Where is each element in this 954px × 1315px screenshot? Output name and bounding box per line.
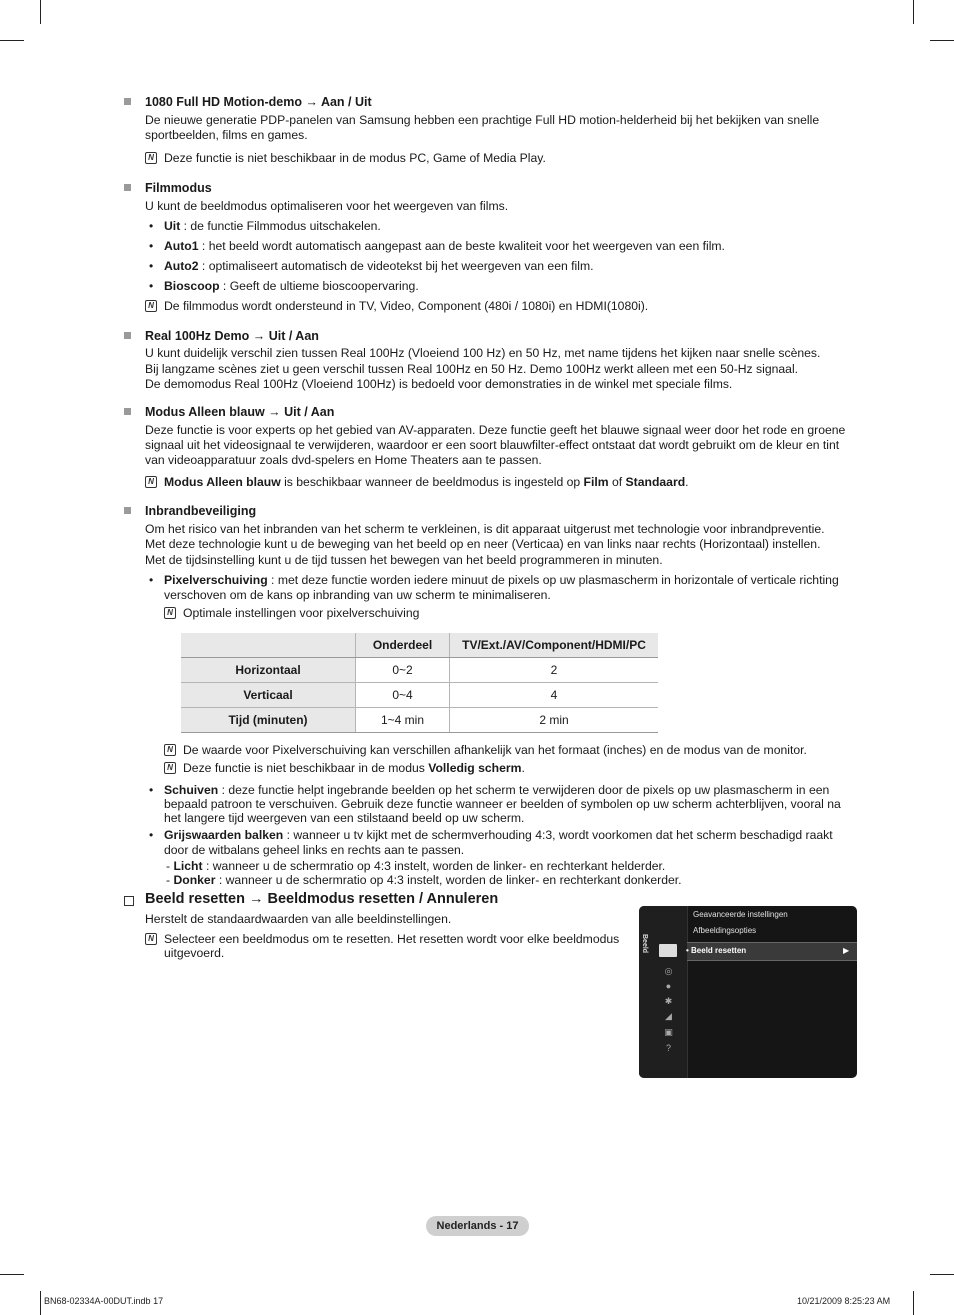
term: Licht — [173, 859, 203, 873]
desc: of — [608, 475, 626, 489]
page-number-badge: Nederlands - 17 — [426, 1216, 529, 1236]
table-row — [181, 658, 658, 683]
table-cell: Verticaal — [181, 683, 356, 708]
tv-menu-item-selected[interactable] — [686, 946, 746, 955]
title-part: Beeld resetten — [145, 891, 245, 907]
desc: : deze functie helpt ingebrande beelden op het scherm te verwijderen door de pixels op uw plasmascherm in een — [218, 783, 830, 797]
note-text: De waarde voor Pixelverschuiving kan verschillen afhankelijk van het formaat (inches) en de modus van de monitor. — [183, 743, 807, 757]
table-cell: 4 — [450, 683, 659, 708]
arrow-icon: → — [248, 891, 264, 907]
table-header-cell — [181, 633, 356, 658]
desc: Deze functie is niet beschikbaar in de modus — [183, 761, 429, 775]
term: Auto1 — [164, 239, 199, 253]
crop-mark — [930, 1274, 954, 1275]
list-item-cont: verschoven om de kans op inbranding van uw scherm te minimaliseren. — [164, 588, 551, 602]
note-text — [183, 761, 525, 777]
term: Schuiven — [164, 783, 219, 797]
note-icon: N — [164, 762, 176, 774]
note-icon: N — [145, 933, 157, 945]
print-datetime: 10/21/2009 8:25:23 AM — [797, 1296, 891, 1306]
arrow-icon: → — [268, 405, 281, 419]
term: Grijswaarden balken — [164, 828, 284, 842]
tv-menu-item[interactable]: Geavanceerde instellingen — [693, 910, 788, 919]
title-part: Modus Alleen blauw — [145, 405, 265, 419]
desc: is beschikbaar wanneer de beeldmodus is ingesteld op — [280, 475, 584, 489]
section-bullet-icon — [124, 98, 131, 105]
section-title: Inbrandbeveiliging — [145, 504, 257, 518]
channel-icon: ● — [665, 981, 672, 991]
bullet-dot: • — [149, 783, 154, 797]
input-icon: ◢ — [665, 1011, 672, 1021]
note-text: uitgevoerd. — [164, 946, 225, 960]
desc: : wanneer u de schermratio op 4:3 instelt, worden de linker- en rechterkant donkerder. — [215, 873, 682, 887]
paragraph: signaal uit het videosignaal te verwijderen, waardoor er een soort blauwfilter-effect ontstaat dat wordt gebruikt om de kleur en tint — [145, 438, 840, 452]
note-icon: N — [164, 744, 176, 756]
section-title — [145, 329, 319, 343]
chevron-right-icon: ▶ — [843, 946, 850, 955]
list-item — [164, 219, 381, 235]
table-cell: Tijd (minuten) — [181, 708, 356, 733]
desc: : optimaliseert automatisch de videotekst bij het weergeven van een film. — [198, 259, 594, 273]
table-cell: 0~4 — [356, 683, 450, 708]
term: Pixelverschuiving — [164, 573, 268, 587]
list-item — [164, 239, 725, 255]
arrow-icon: → — [252, 329, 266, 343]
note-text: Selecteer een beeldmodus om te resetten. Het resetten wordt voor elke beeldmodus — [164, 932, 620, 946]
list-item — [164, 828, 833, 844]
pixel-shift-table — [181, 633, 658, 733]
paragraph: De demomodus Real 100Hz (Vloeiend 100Hz) is bedoeld voor demonstraties in de winkel met speciale films. — [145, 377, 733, 391]
table-header-row — [181, 633, 658, 658]
desc: : wanneer u de schermratio op 4:3 instelt, worden de linker- en rechterkant helderder. — [202, 859, 666, 873]
crop-mark — [0, 40, 24, 41]
dash-item: - Licht : wanneer u de schermratio op 4:3 instelt, worden de linker- en rechterkant helderder. — [166, 859, 666, 873]
note-text: Deze functie is niet beschikbaar in de modus PC, Game of Media Play. — [164, 151, 546, 165]
term: Volledig scherm — [428, 761, 522, 775]
note-text: De filmmodus wordt ondersteund in TV, Video, Component (480i / 1080i) en HDMI(1080i). — [164, 299, 649, 313]
title-part: Uit / Aan — [268, 329, 319, 343]
crop-mark — [40, 1291, 41, 1315]
paragraph: De nieuwe generatie PDP-panelen van Samsung hebben een prachtige Full HD motion-helderheid bij het bekijken van snelle — [145, 113, 820, 127]
crop-mark — [0, 1274, 24, 1275]
title-part: Uit / Aan — [284, 405, 335, 419]
paragraph: U kunt duidelijk verschil zien tussen Real 100Hz (Vloeiend 100 Hz) en 50 Hz, met name tijdens het kijken naar snelle scènes. — [145, 346, 821, 360]
list-item-cont: door de witbalans geheel links en rechts aan te passen. — [164, 843, 465, 857]
list-item-cont: het langere tijd weergeven van een stilstaand beeld op uw scherm. — [164, 811, 525, 825]
section-bullet-icon — [124, 332, 131, 339]
table-header-cell: Onderdeel — [356, 633, 450, 658]
crop-mark — [40, 0, 41, 24]
list-item — [164, 279, 419, 295]
desc: : de functie Filmmodus uitschakelen. — [180, 219, 381, 233]
section-checkbox-icon — [124, 896, 134, 906]
dash-item: - Donker : wanneer u de schermratio op 4:3 instelt, worden de linker- en rechterkant donkerder. — [166, 873, 682, 887]
bullet-dot: • — [149, 259, 154, 273]
bullet-dot: • — [149, 573, 154, 587]
table-cell: Horizontaal — [181, 658, 356, 683]
crop-mark — [913, 0, 914, 24]
bullet-dot: • — [149, 239, 154, 253]
desc: : met deze functie worden iedere minuut de pixels op uw plasmascherm in horizontale of verticale richting — [267, 573, 839, 587]
tv-menu-item-label: Beeld resetten — [691, 946, 747, 955]
table-cell: 0~2 — [356, 658, 450, 683]
picture-icon — [659, 944, 677, 957]
tv-menu-sidebar — [639, 906, 688, 1078]
term: Bioscoop — [164, 279, 220, 293]
bullet-dot: • — [149, 279, 154, 293]
title-part: 1080 Full HD Motion-demo — [145, 95, 302, 109]
desc: . — [685, 475, 689, 489]
section-bullet-icon — [124, 408, 131, 415]
table-cell: 2 — [450, 658, 659, 683]
tv-menu-side-label: Beeld — [641, 934, 648, 954]
tv-menu-screenshot — [639, 906, 857, 1078]
paragraph: Met de tijdsinstelling kunt u de tijd tussen het bewegen van het beeld programmeren in minuten. — [145, 553, 663, 567]
table-header-cell: TV/Ext./AV/Component/HDMI/PC — [450, 633, 659, 658]
setup-icon: ✱ — [664, 996, 673, 1006]
bullet-dot: • — [686, 946, 692, 955]
crop-mark — [930, 40, 954, 41]
section-title — [145, 95, 372, 109]
title-part: Real 100Hz Demo — [145, 329, 250, 343]
note-icon: N — [145, 152, 157, 164]
term: Donker — [173, 873, 216, 887]
table-cell: 1~4 min — [356, 708, 450, 733]
note-text: Optimale instellingen voor pixelverschuiving — [183, 606, 420, 620]
note-text — [164, 475, 689, 491]
tv-menu-item[interactable]: Afbeeldingsopties — [693, 926, 757, 935]
desc: : Geeft de ultieme bioscoopervaring. — [219, 279, 419, 293]
paragraph: sportbeelden, films en games. — [145, 128, 308, 142]
list-item — [164, 573, 839, 589]
note-icon: N — [145, 476, 157, 488]
table-cell: 2 min — [450, 708, 659, 733]
term: Standaard — [625, 475, 686, 489]
paragraph: Deze functie is voor experts op het gebied van AV-apparaten. Deze functie geeft het blauwe signaal weer door het rode en groene — [145, 423, 846, 437]
section-bullet-icon — [124, 507, 131, 514]
table-row — [181, 708, 658, 733]
paragraph: Herstelt de standaardwaarden van alle beeldinstellingen. — [145, 912, 452, 926]
crop-mark — [913, 1291, 914, 1315]
paragraph: Met deze technologie kunt u de beweging van het beeld op en neer (Verticaa) en van links naar rechts (Horizontaal) instellen. — [145, 537, 821, 551]
term: Auto2 — [164, 259, 199, 273]
desc: : wanneer u tv kijkt met de schermverhouding 4:3, wordt voorkomen dat het scherm beschadigd raakt — [283, 828, 833, 842]
section-title — [145, 891, 498, 907]
term: Film — [583, 475, 609, 489]
note-icon: N — [164, 607, 176, 619]
bullet-dot: • — [149, 828, 154, 842]
support-icon: ? — [665, 1043, 671, 1053]
list-item — [164, 259, 593, 275]
desc: : het beeld wordt automatisch aangepast aan de beste kwaliteit voor het weergeven van een film. — [198, 239, 725, 253]
section-title — [145, 405, 334, 419]
note-icon: N — [145, 300, 157, 312]
application-icon: ▣ — [664, 1027, 673, 1037]
section-bullet-icon — [124, 184, 131, 191]
paragraph: Om het risico van het inbranden van het scherm te verkleinen, is dit apparaat uitgerust met technologie voor inbrandpreventie. — [145, 522, 825, 536]
term: Uit — [164, 219, 181, 233]
paragraph: Bij langzame scènes ziet u geen verschil tussen Real 100Hz en 50 Hz. Demo 100Hz werkt alleen met een 50-Hz signaal. — [145, 362, 799, 376]
table-row — [181, 683, 658, 708]
section-title: Filmmodus — [145, 181, 212, 195]
sound-icon: ◎ — [664, 966, 673, 976]
list-item-cont: bepaald patroon te verschuiven. Gebruik deze functie wanneer er beelden of symbolen op uw scherm achterblijven, vooral na — [164, 797, 841, 811]
title-part: Beeldmodus resetten / Annuleren — [267, 891, 499, 907]
paragraph: van videoapparatuur zoals dvd-spelers en Home Theaters aan te passen. — [145, 453, 542, 467]
bullet-dot: • — [149, 219, 154, 233]
file-name: BN68-02334A-00DUT.indb 17 — [44, 1296, 164, 1306]
arrow-icon: → — [305, 95, 318, 109]
title-part: Aan / Uit — [320, 95, 372, 109]
term: Modus Alleen blauw — [164, 475, 281, 489]
paragraph: U kunt de beeldmodus optimaliseren voor het weergeven van films. — [145, 199, 509, 213]
desc: . — [521, 761, 525, 775]
